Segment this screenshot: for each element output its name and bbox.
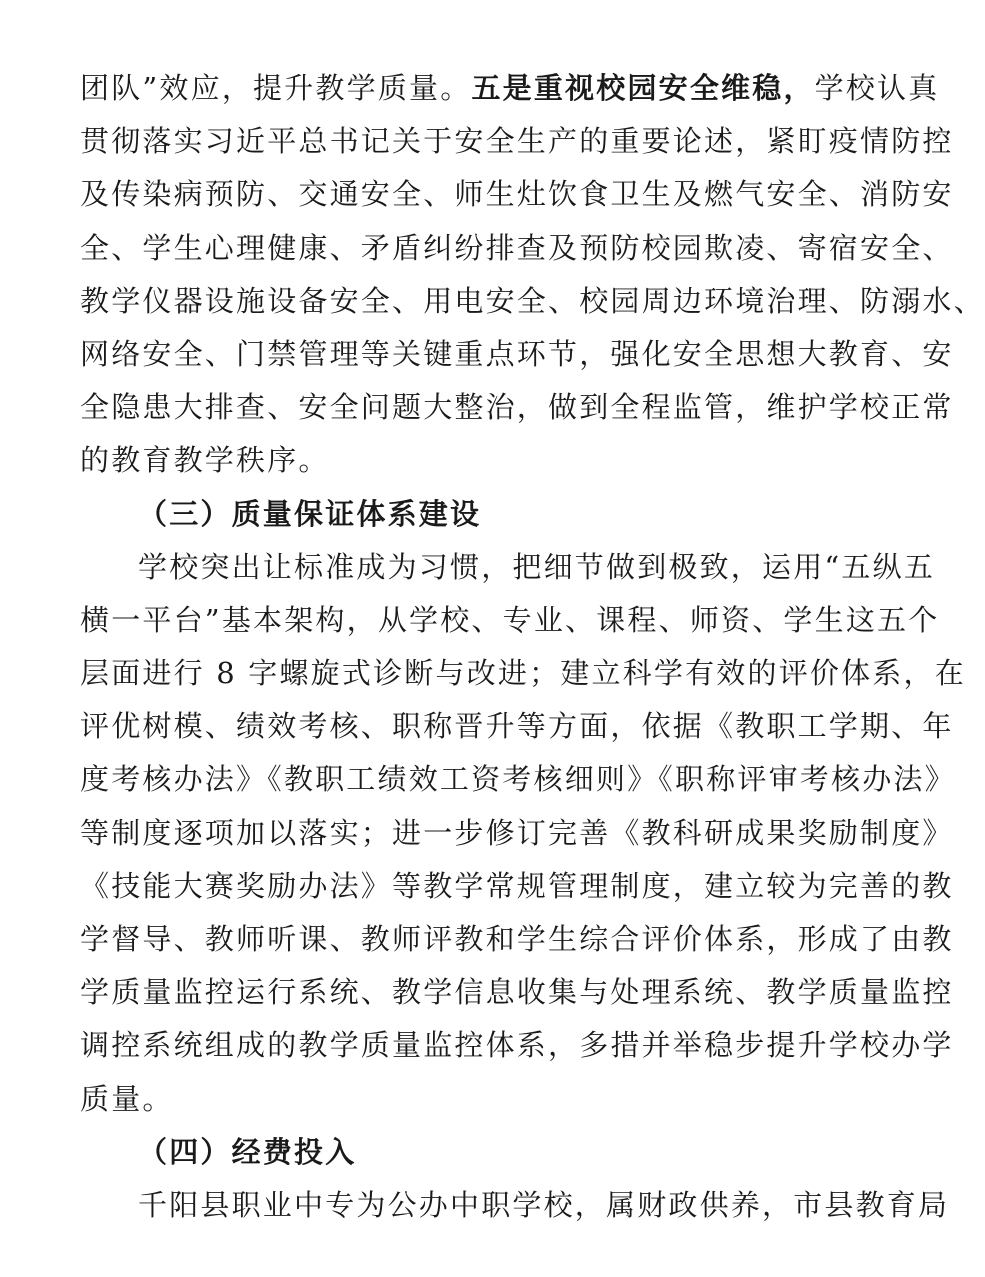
paragraph-line: 层面进行 8 字螺旋式诊断与改进；建立科学有效的评价体系，在 (80, 656, 966, 691)
paragraph-line: 全、学生心理健康、矛盾纠纷排查及预防校园欺凌、寄宿安全、 (80, 230, 954, 265)
section-heading: （三）质量保证体系建设 (138, 496, 482, 531)
paragraph-line: 质量。 (80, 1081, 174, 1116)
text-run: 团队”效应，提升教学质量。 (80, 71, 472, 105)
paragraph-line: 网络安全、门禁管理等关键重点环节，强化安全思想大教育、安 (80, 336, 954, 371)
paragraph-line: 评优树模、绩效考核、职称晋升等方面，依据《教职工学期、年 (80, 709, 954, 744)
paragraph-line: 及传染病预防、交通安全、师生灶饮食卫生及燃气安全、消防安 (80, 177, 954, 212)
paragraph-line: 学督导、教师听课、教师评教和学生综合评价体系，形成了由教 (80, 922, 954, 956)
paragraph-line: 千阳县职业中专为公办中职学校，属财政供养，市县教育局 (138, 1187, 950, 1222)
paragraph-line: 的教育教学秩序。 (80, 443, 330, 478)
paragraph-line: 《技能大赛奖励办法》等教学常规管理制度，建立较为完善的教 (80, 868, 954, 903)
document-page (80, 62, 985, 1232)
text-run: 学校认真 (814, 71, 940, 105)
paragraph-line: 度考核办法》《教职工绩效工资考核细则》《职称评审考核办法》 (80, 762, 956, 797)
paragraph-line: 学校突出让标准成为习惯，把细节做到极致，运用“五纵五 (138, 549, 936, 584)
paragraph-line (80, 62, 940, 115)
paragraph-line: 等制度逐项加以落实；进一步修订完善《教科研成果奖励制度》 (80, 815, 954, 850)
paragraph-line: 调控系统组成的教学质量监控体系，多措并举稳步提升学校办学 (80, 1028, 954, 1063)
section-heading: （四）经费投入 (138, 1134, 357, 1169)
bold-text-run: 五是重视校园安全维稳， (471, 71, 815, 105)
paragraph-line: 学质量监控运行系统、教学信息收集与处理系统、教学质量监控 (80, 975, 954, 1010)
paragraph-line: 贯彻落实习近平总书记关于安全生产的重要论述，紧盯疫情防控 (80, 124, 954, 159)
paragraph-line: 全隐患大排查、安全问题大整治，做到全程监管，维护学校正常 (80, 390, 954, 425)
paragraph-line: 横一平台”基本架构，从学校、专业、课程、师资、学生这五个 (80, 602, 940, 637)
paragraph-line: 教学仪器设施设备安全、用电安全、校园周边环境治理、防溺水、 (80, 283, 985, 318)
